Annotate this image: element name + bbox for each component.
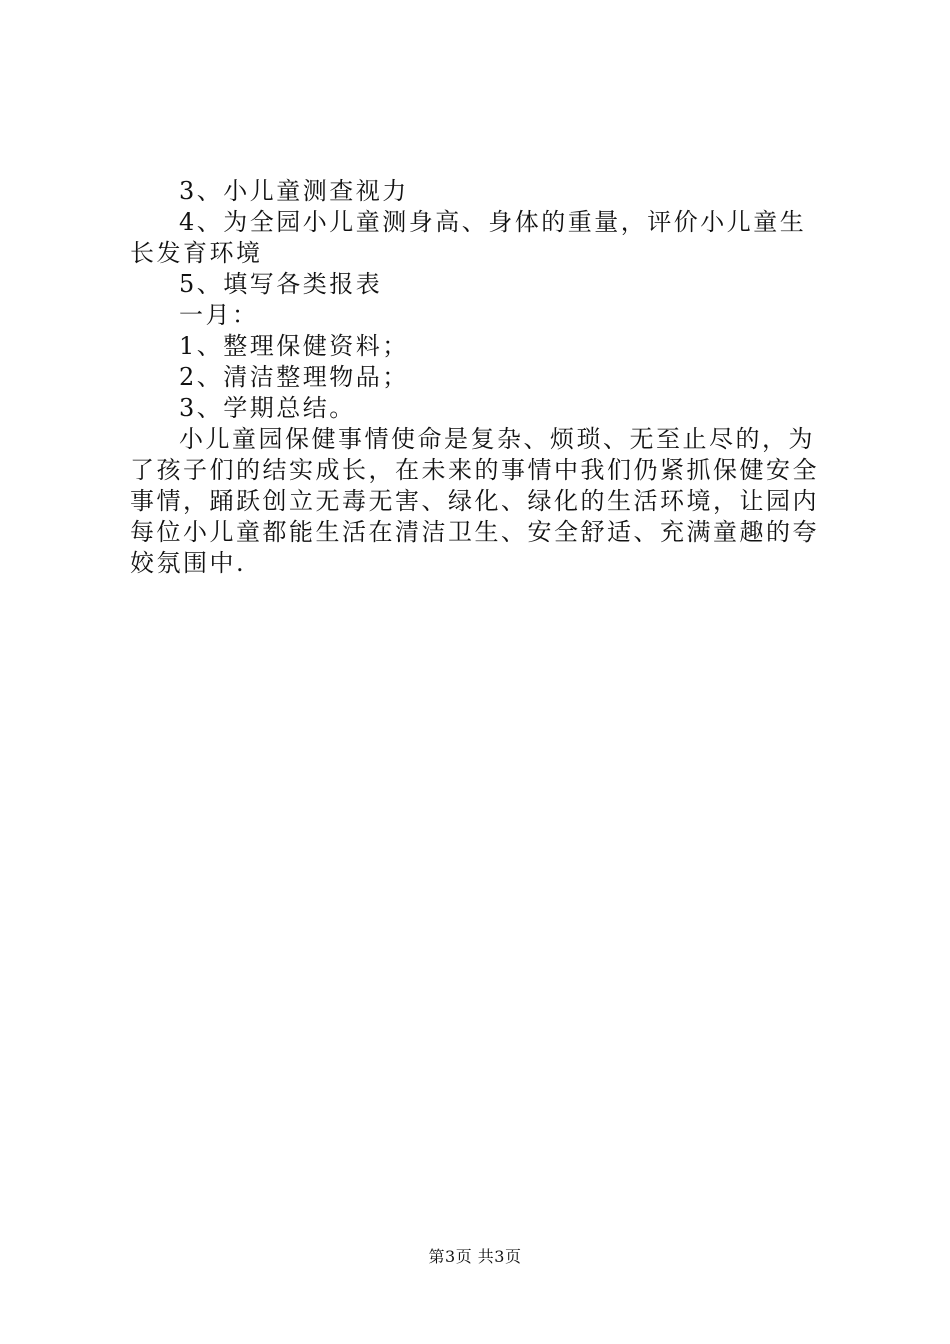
paragraph-item-1-organize: 1、整理保健资料； (179, 332, 409, 360)
paragraph-conclusion: 小儿童园保健事情使命是复杂、烦琐、无至止尽的，为了孩子们的结实成长，在未来的事情中我们仍紧抓保健安全事情，踊跃创立无毒无害、绿化、绿化的生活环境，让园内每位小儿童都能生活在清洁卫生、安全舒适、充满童趣的夸姣氛围中. (130, 425, 819, 577)
paragraph-item-3-vision: 3、小儿童测查视力 (179, 177, 409, 205)
page-footer: 第3页 共3页 (428, 1247, 522, 1266)
paragraph-item-5-reports: 5、填写各类报表 (179, 270, 383, 298)
paragraph-item-3-summary: 3、学期总结。 (179, 394, 356, 422)
paragraph-item-2-clean: 2、清洁整理物品； (179, 363, 409, 391)
paragraph-item-4-height-weight: 4、为全园小儿童测身高、身体的重量，评价小儿童生长发育环境 (130, 208, 807, 267)
paragraph-january-heading: 一月： (179, 301, 259, 329)
document-body (130, 176, 830, 579)
